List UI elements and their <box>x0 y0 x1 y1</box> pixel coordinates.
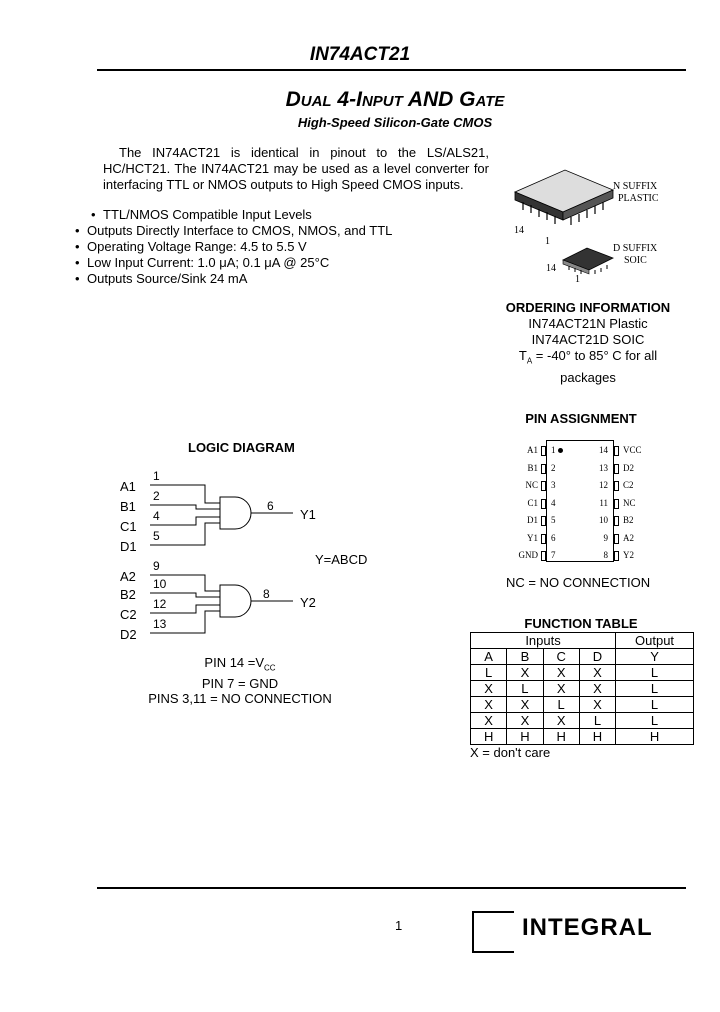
table-cell: H <box>507 729 543 745</box>
ordering-info <box>488 300 688 386</box>
pin-number-left: 3 <box>551 480 556 490</box>
n-plastic-label: PLASTIC <box>618 193 659 204</box>
pin-label-left: D1 <box>527 515 538 525</box>
ordering-line-1: IN74ACT21N Plastic <box>528 316 648 331</box>
table-cell: H <box>543 729 579 745</box>
table-cell: X <box>579 665 615 681</box>
gate2-input-label: B2 <box>120 587 136 602</box>
table-cell: L <box>543 697 579 713</box>
table-cell: X <box>543 713 579 729</box>
pin-number-right: 11 <box>599 497 608 508</box>
table-cell: X <box>507 665 543 681</box>
gate2-input-label: D2 <box>120 627 137 642</box>
pin-stub-right <box>614 464 619 474</box>
table-cell: X <box>471 713 507 729</box>
gate2-output-pin: 8 <box>263 587 270 601</box>
pin-number-right: 14 <box>599 445 608 455</box>
page-subtitle: High-Speed Silicon-Gate CMOS <box>297 115 493 130</box>
ordering-heading: ORDERING INFORMATION <box>505 300 671 315</box>
table-cell: L <box>616 697 694 713</box>
table-cell: X <box>579 697 615 713</box>
pin-stub-left <box>541 516 546 526</box>
feature-item: • Outputs Directly Interface to CMOS, NMOS, and TTL <box>75 223 393 238</box>
column-header: B <box>507 649 543 665</box>
pin-label-right: B2 <box>623 515 634 525</box>
feature-item: • TTL/NMOS Compatible Input Levels <box>91 207 312 222</box>
pin-stub-right <box>614 499 619 509</box>
table-cell: X <box>471 681 507 697</box>
column-header: D <box>579 649 615 665</box>
table-cell: H <box>471 729 507 745</box>
pin-label-right: C2 <box>623 480 634 490</box>
intro-paragraph: The IN74ACT21 is identical in pinout to the LS/ALS21, HC/HCT21. The IN74ACT21 may be used as a level converter for interfacing TTL or NMOS outputs to High Speed CMOS inputs. <box>103 145 489 192</box>
gate1-input-label: C1 <box>120 519 137 534</box>
table-cell: X <box>507 697 543 713</box>
pin-label-left: A1 <box>527 445 538 455</box>
table-cell: L <box>507 681 543 697</box>
gate1-output-pin: 6 <box>267 499 274 513</box>
logic-notes <box>120 655 360 706</box>
pin-label-right: D2 <box>623 462 634 473</box>
table-row <box>471 681 694 697</box>
page-number: 1 <box>395 918 403 933</box>
output-header: Output <box>616 633 694 649</box>
pin-number-right: 8 <box>603 550 608 560</box>
pin-number-left: 2 <box>551 462 556 473</box>
ordering-temp: $T_A = -40^\circ$ to 85° C for all <box>518 348 658 366</box>
pin-label-left: C1 <box>527 497 538 508</box>
pin-number-right: 10 <box>599 515 608 525</box>
table-cell: X <box>471 697 507 713</box>
pin-label-left: B1 <box>527 462 538 473</box>
pin-stub-right <box>614 534 619 544</box>
n-pin1-label: 1 <box>545 236 550 247</box>
pin-list <box>500 441 660 563</box>
nc-pins-note: PINS 3,11 = NO CONNECTION <box>148 690 332 706</box>
table-cell: H <box>616 729 694 745</box>
table-row <box>471 713 694 729</box>
column-header: A <box>471 649 507 665</box>
pin-number-right: 12 <box>599 480 608 490</box>
pin-label-left: Y1 <box>527 532 538 543</box>
gate1-input-label: A1 <box>120 479 136 494</box>
ordering-line-2: IN74ACT21D SOIC <box>531 332 645 347</box>
pin-label-left: GND <box>518 550 538 560</box>
n-pin14-label: 14 <box>514 225 524 236</box>
pin-number-right: 9 <box>603 532 608 543</box>
pin-number-left: 4 <box>551 497 556 508</box>
pin14-note: PIN $14 =V_{CC}$ <box>204 655 276 673</box>
table-cell: L <box>616 665 694 681</box>
d-soic-label: SOIC <box>624 255 647 266</box>
pin-stub-left <box>541 551 546 561</box>
column-header: Y <box>616 649 694 665</box>
pin-number-left: 7 <box>551 550 556 560</box>
pin-number-left: 6 <box>551 532 556 543</box>
gate1-input-label: D1 <box>120 539 137 554</box>
pin-stub-right <box>614 446 619 456</box>
pin-stub-left <box>541 534 546 544</box>
ordering-line-4: packages <box>560 369 616 385</box>
table-cell: X <box>543 665 579 681</box>
table-cell: X <box>579 681 615 697</box>
pin-stub-left <box>541 499 546 509</box>
table-cell: L <box>579 713 615 729</box>
table-cell: H <box>579 729 615 745</box>
table-cell: L <box>616 713 694 729</box>
pin-label-right: A2 <box>623 532 634 543</box>
gate2-input-pin: 13 <box>153 617 167 631</box>
gate2-output-label: Y2 <box>300 595 316 610</box>
pin-label-right: VCC <box>623 445 642 455</box>
pin-stub-right <box>614 516 619 526</box>
pin-number-left: 5 <box>551 515 556 525</box>
table-row <box>471 665 694 681</box>
page-title: DUAL 4-INPUT AND GATE <box>285 88 505 111</box>
n-suffix-label: N SUFFIX <box>613 181 658 192</box>
brand-name: INTEGRAL <box>522 914 653 941</box>
pin-number-right: 13 <box>599 462 608 473</box>
inputs-header: Inputs <box>471 633 616 649</box>
pin-label-left: NC <box>525 480 538 490</box>
d-suffix-label: D SUFFIX <box>613 243 658 254</box>
gate1-output-label: Y1 <box>300 507 316 522</box>
pin-stub-left <box>541 481 546 491</box>
pin-label-right: NC <box>623 497 636 508</box>
table-row <box>471 697 694 713</box>
pin7-note: PIN 7 = GND <box>201 675 279 691</box>
function-table-heading: FUNCTION TABLE <box>524 616 638 631</box>
function-table-note: X = don't care <box>470 745 551 760</box>
table-cell: L <box>471 665 507 681</box>
feature-item: • Low Input Current: 1.0 μA; 0.1 μA @ 25°C <box>75 255 330 270</box>
logic-diagram-heading: LOGIC DIAGRAM <box>188 440 295 455</box>
d-pin1-label: 1 <box>575 274 580 285</box>
feature-item: • Operating Voltage Range: 4.5 to 5.5 V <box>75 239 307 254</box>
feature-list <box>75 207 497 287</box>
nc-note: NC = NO CONNECTION <box>506 575 651 590</box>
gate2-input-label: C2 <box>120 607 137 622</box>
gate1-input-pin: 2 <box>153 489 160 503</box>
gate1-input-pin: 5 <box>153 529 160 543</box>
pin-assignment-heading: PIN ASSIGNMENT <box>525 411 637 426</box>
header-rule <box>97 69 686 71</box>
table-cell: X <box>507 713 543 729</box>
d-pin14-label: 14 <box>546 263 556 274</box>
table-cell: L <box>616 681 694 697</box>
gate1-input-pin: 4 <box>153 509 160 523</box>
feature-item: • Outputs Source/Sink 24 mA <box>75 271 248 286</box>
gate2-input-pin: 10 <box>153 577 167 591</box>
pin-stub-right <box>614 481 619 491</box>
gate1-input-label: B1 <box>120 499 136 514</box>
pin-stub-right <box>614 551 619 561</box>
table-cell: X <box>543 681 579 697</box>
package-illustrations <box>505 160 675 290</box>
logic-equation: Y=ABCD <box>315 552 368 567</box>
table-row <box>471 729 694 745</box>
gate2-input-pin: 12 <box>153 597 167 611</box>
column-header: C <box>543 649 579 665</box>
header-part-number: IN74ACT21 <box>309 44 411 65</box>
function-table <box>470 632 694 745</box>
integral-logo-mark <box>472 911 514 953</box>
pin-number-left: 1 <box>551 445 556 455</box>
gate2-input-label: A2 <box>120 569 136 584</box>
pin-stub-left <box>541 446 546 456</box>
gate1-input-pin: 1 <box>153 469 160 483</box>
footer-rule <box>97 887 686 889</box>
gate2-input-pin: 9 <box>153 559 160 573</box>
pin-stub-left <box>541 464 546 474</box>
pin-label-right: Y2 <box>623 550 634 560</box>
